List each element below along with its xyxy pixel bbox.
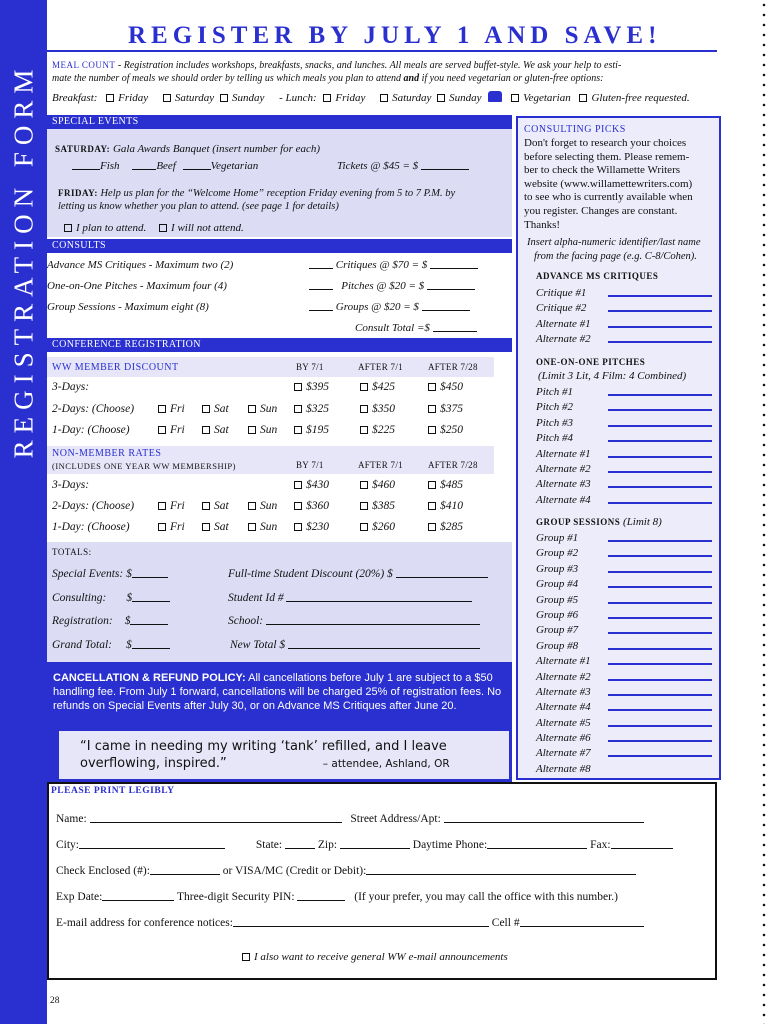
pitch-alt-field[interactable] [608,464,712,473]
rate-checkbox[interactable] [294,523,302,531]
pitches-total-field[interactable] [427,280,475,290]
list-item: Group #2 [536,547,712,562]
pitch-alt-field[interactable] [608,449,712,458]
list-item: Alternate #5 [536,717,712,732]
special-events-header: SPECIAL EVENTS [47,115,512,129]
list-item: Alternate #2 [536,333,712,348]
list-item: Alternate #1 [536,655,712,670]
pitch-alt-field[interactable] [608,495,712,504]
title-rule [47,50,717,52]
rate-checkbox[interactable] [428,502,436,510]
rate-checkbox[interactable] [428,481,436,489]
rate-row: 1-Day: (Choose) Fri Sat Sun $230 $260 $285 [52,521,463,533]
groups-list [536,532,712,778]
rate-checkbox[interactable] [360,426,368,434]
lunch-friday-checkbox[interactable] [323,94,331,102]
rate-checkbox[interactable] [294,405,302,413]
col-after2: AFTER 7/28 [428,362,478,372]
contact-header: PLEASE PRINT LEGIBLY [51,786,175,796]
group-field[interactable] [608,625,712,634]
registration-total-field[interactable] [130,615,168,625]
insert-instruction: Insert alpha-numeric identifier/last name from the facing page (e.g. C-8/Cohen). [527,237,701,262]
consult-row: One-on-One Pitches - Maximum four (4) Pitches @ $20 = $ [47,280,507,301]
totals-fields: Special Events: $ Full-time Student Discount (20%) $ Consulting: $ Student Id # Registration: $ School: Grand Total: $ New Total $ [52,568,502,662]
rate-checkbox[interactable] [360,523,368,531]
rate-checkbox[interactable] [360,502,368,510]
student-discount-field[interactable] [396,568,488,578]
list-item: Alternate #4 [536,701,712,716]
new-total-field[interactable] [288,639,480,649]
food-icon [488,91,502,102]
day-checkbox[interactable] [248,502,256,510]
meal-options: Breakfast: Friday Saturday Sunday - Lunch: Friday Saturday Sunday Vegetarian Gluten-free requested. [52,92,690,104]
list-item: Alternate #7 [536,747,712,762]
group-field[interactable] [608,548,712,557]
group-field[interactable] [608,610,712,619]
fax-field[interactable] [611,839,673,849]
group-field[interactable] [608,595,712,604]
group-field[interactable] [608,564,712,573]
gluten-free-checkbox[interactable] [579,94,587,102]
list-item: Alternate #3 [536,478,712,493]
consult-total-field[interactable] [433,322,477,332]
day-checkbox[interactable] [202,523,210,531]
list-item: Pitch #2 [536,401,712,416]
list-item: Pitch #3 [536,417,712,432]
attend-options: I plan to attend. I will not attend. [64,222,244,234]
list-item: Group #7 [536,624,712,639]
fish-count-field[interactable] [72,160,100,170]
contact-fields: Name: Street Address/Apt: City: State: Zip: Daytime Phone: Fax: Check Enclosed (#): or VISA/MC (Credit or Debit): Exp Date: Three-digit Security PIN: (If your prefer, you may call the office with this number.) E-mail address for conference notices: Cell # I also want to receive general WW e-mail announcements [56,813,711,963]
list-item: Pitch #1 [536,386,712,401]
page-number: 28 [50,996,60,1006]
group-alt-field[interactable] [608,733,712,742]
col-after: AFTER 7/1 [358,362,403,372]
school-field[interactable] [266,615,480,625]
cancellation-policy: CANCELLATION & REFUND POLICY: All cancellations before July 1 are subject to a $50 handling fee. From July 1 forward, cancellations will be charged 25% of registration fees. No refunds on Special Events after July 30, or on Advance MS Critiques after June 20. [53,672,502,712]
announcements-checkbox[interactable] [242,953,250,961]
day-checkbox[interactable] [202,502,210,510]
group-field[interactable] [608,533,712,542]
col-after2: AFTER 7/28 [428,460,478,470]
critique-1-field[interactable] [608,288,712,297]
critique-alt-2-field[interactable] [608,334,712,343]
phone-field[interactable] [487,839,587,849]
day-checkbox[interactable] [158,523,166,531]
day-checkbox[interactable] [158,405,166,413]
rate-checkbox[interactable] [294,383,302,391]
groups-header: GROUP SESSIONS (Limit 8) [536,516,662,528]
pitch-field[interactable] [608,418,712,427]
tickets-total-field[interactable] [421,160,469,170]
rate-row: 2-Days: (Choose) Fri Sat Sun $360 $385 $410 [52,500,463,512]
vegetarian-checkbox[interactable] [511,94,519,102]
page-title: REGISTER BY JULY 1 AND SAVE! [128,22,662,49]
day-checkbox[interactable] [248,405,256,413]
rate-checkbox[interactable] [294,502,302,510]
group-field[interactable] [608,641,712,650]
critique-alt-1-field[interactable] [608,319,712,328]
member-rates [52,381,463,445]
list-item: Group #3 [536,563,712,578]
list-item: Critique #2 [536,302,712,317]
day-checkbox[interactable] [248,523,256,531]
consulting-picks-note: Don't forget to research your choices before selecting them. Please remem- ber to check the Willamette Writers website (www.willamettewriters.com) to see who is currently available when you register. Changes are constant. Thanks! [524,137,693,231]
email-field[interactable] [233,917,489,927]
state-field[interactable] [285,839,315,849]
friday-reception: FRIDAY: Help us plan for the “Welcome Home” reception Friday evening from 5 to 7 P.M. by letting us know whether you plan to attend. (see page 1 for details) [58,188,456,212]
meal-count: MEAL COUNT - Registration includes workshops, breakfasts, snacks, and lunches. All meals are served buffet-style. We ask your help to esti- mate the number of meals we should order by telling us which meals you plan to attend and if you need vegetarian or gluten-free options: [52,60,622,84]
groups-total-field[interactable] [422,301,470,311]
rate-checkbox[interactable] [360,481,368,489]
critiques-total-field[interactable] [430,259,478,269]
list-item: Pitch #4 [536,432,712,447]
group-alt-field[interactable] [608,718,712,727]
attend-checkbox[interactable] [64,224,72,232]
special-events-total-field[interactable] [132,568,168,578]
pitch-field[interactable] [608,433,712,442]
list-item: Alternate #6 [536,732,712,747]
list-item: Group #1 [536,532,712,547]
day-checkbox[interactable] [202,405,210,413]
saturday-banquet: SATURDAY: Gala Awards Banquet (insert number for each) [55,143,321,155]
day-checkbox[interactable] [248,426,256,434]
list-item: Alternate #4 [536,494,712,509]
day-checkbox[interactable] [158,502,166,510]
critique-2-field[interactable] [608,303,712,312]
rate-checkbox[interactable] [294,481,302,489]
lunch-sunday-checkbox[interactable] [437,94,445,102]
rate-checkbox[interactable] [428,383,436,391]
banquet-meals: Fish Beef Vegetarian Tickets @ $45 = $ [72,160,469,172]
group-field[interactable] [608,579,712,588]
member-discount-header: WW MEMBER DISCOUNT [52,362,179,373]
col-by: BY 7/1 [296,460,324,470]
street-field[interactable] [444,813,644,823]
breakfast-sunday-checkbox[interactable] [220,94,228,102]
list-item: Group #8 [536,640,712,655]
rate-checkbox[interactable] [428,405,436,413]
group-alt-field[interactable] [608,702,712,711]
list-item: Alternate #1 [536,448,712,463]
consults-header: CONSULTS [47,239,512,253]
exp-date-field[interactable] [102,891,174,901]
pitch-alt-field[interactable] [608,479,712,488]
dotted-border [762,0,766,1024]
pitches-count-field[interactable] [309,280,333,290]
day-checkbox[interactable] [158,426,166,434]
breakfast-friday-checkbox[interactable] [106,94,114,102]
cell-field[interactable] [520,917,644,927]
consulting-picks-header: CONSULTING PICKS [524,124,626,135]
group-alt-field[interactable] [608,687,712,696]
name-field[interactable] [90,813,342,823]
vegetarian-count-field[interactable] [183,160,211,170]
rate-row: 3-Days: $395 $425 $450 [52,381,463,393]
consult-row: Advance MS Critiques - Maximum two (2) Critiques @ $70 = $ [47,259,507,280]
rate-row: 3-Days: $430 $460 $485 [52,479,463,491]
sidebar-title: REGISTRATION FORM [8,62,38,458]
list-item: Alternate #1 [536,318,712,333]
consulting-total-field[interactable] [132,592,170,602]
rate-checkbox[interactable] [360,383,368,391]
conference-header: CONFERENCE REGISTRATION [47,338,512,352]
check-number-field[interactable] [150,865,220,875]
card-number-field[interactable] [366,865,636,875]
breakfast-saturday-checkbox[interactable] [163,94,171,102]
pitches-sub: (Limit 3 Lit, 4 Film: 4 Combined) [538,370,687,382]
rate-checkbox[interactable] [428,523,436,531]
group-alt-field[interactable] [608,656,712,665]
nonmember-header: NON-MEMBER RATES (INCLUDES ONE YEAR WW MEMBERSHIP) [52,448,236,471]
security-pin-field[interactable] [297,891,345,901]
city-field[interactable] [79,839,225,849]
consults-list: Advance MS Critiques - Maximum two (2) Critiques @ $70 = $ One-on-One Pitches - Maximum four (4) Pitches @ $20 = $ Group Sessions - Maximum eight (8) Groups @ $20 = $ Consult Total =$ [47,259,507,340]
list-item: Critique #1 [536,287,712,302]
list-item: Alternate #2 [536,671,712,686]
pitch-field[interactable] [608,387,712,396]
rate-checkbox[interactable] [428,426,436,434]
col-after: AFTER 7/1 [358,460,403,470]
lunch-saturday-checkbox[interactable] [380,94,388,102]
pitch-field[interactable] [608,402,712,411]
consult-row: Group Sessions - Maximum eight (8) Groups @ $20 = $ [47,301,507,322]
rate-checkbox[interactable] [360,405,368,413]
critiques-count-field[interactable] [309,259,333,269]
list-item: Group #4 [536,578,712,593]
critiques-list [536,287,712,349]
student-id-field[interactable] [286,592,472,602]
group-alt-field[interactable] [608,672,712,681]
list-item: Alternate #3 [536,686,712,701]
not-attend-checkbox[interactable] [159,224,167,232]
grand-total-field[interactable] [132,639,170,649]
day-checkbox[interactable] [202,426,210,434]
pitches-list [536,386,712,509]
zip-field[interactable] [340,839,410,849]
totals-header: TOTALS: [52,547,92,557]
pitches-header: ONE-ON-ONE PITCHES [536,357,646,367]
list-item: Alternate #8 [536,762,591,775]
groups-count-field[interactable] [309,301,333,311]
group-alt-field[interactable] [608,748,712,757]
nonmember-rates [52,479,463,542]
list-item: Group #6 [536,609,712,624]
list-item: Group #5 [536,594,712,609]
rate-checkbox[interactable] [294,426,302,434]
quote: “I came in needing my writing ‘tank’ refilled, and I leave overflowing, inspired.” – attendee, Ashland, OR [80,739,450,771]
beef-count-field[interactable] [132,160,156,170]
col-by: BY 7/1 [296,362,324,372]
list-item: Alternate #2 [536,463,712,478]
rate-row: 2-Days: (Choose) Fri Sat Sun $325 $350 $375 [52,403,463,415]
rate-row: 1-Day: (Choose) Fri Sat Sun $195 $225 $250 [52,424,463,436]
critiques-header: ADVANCE MS CRITIQUES [536,271,659,281]
